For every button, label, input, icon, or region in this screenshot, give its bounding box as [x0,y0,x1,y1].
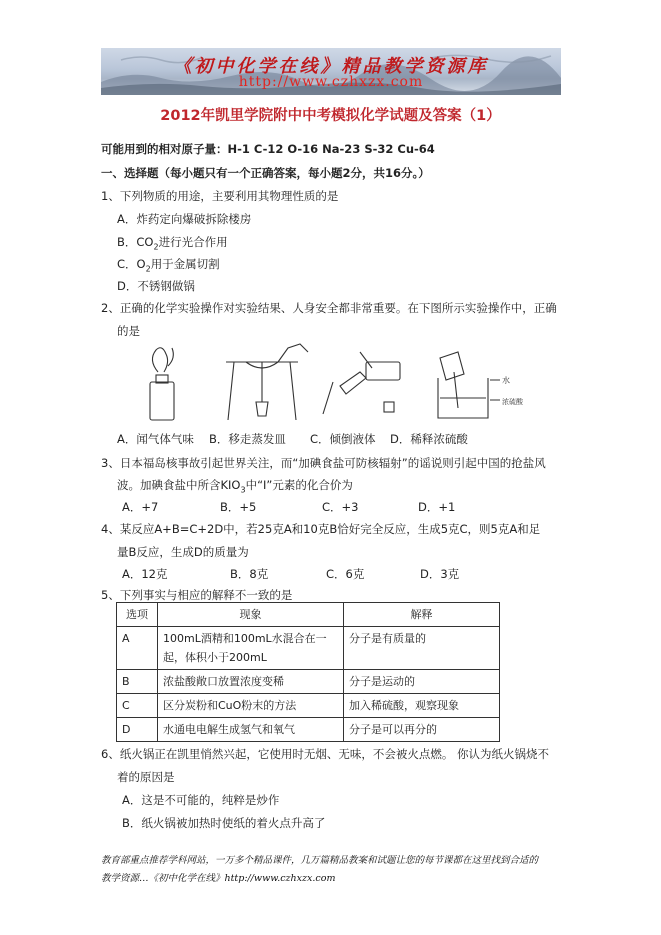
q1-option-a: A．炸药定向爆破拆除楼房 [117,212,252,226]
q4-stem-line2: 量B反应，生成D的质量为 [117,545,249,559]
cell-option: A [117,627,158,670]
q6-stem-line2: 着的原因是 [117,770,175,784]
q2-option-c: C．倾倒液体 [310,432,376,446]
cell-explanation: 分子是有质量的 [344,627,500,670]
table-row [117,694,500,718]
q6-option-a: A．这是不可能的，纯粹是炒作 [122,793,280,807]
q2-experiment-figures [128,342,528,424]
cell-explanation: 分子是运动的 [344,670,500,694]
label-water: 水 [502,376,510,385]
header-explanation: 解释 [344,603,500,627]
q1-option-b: B．$CO_2$进行光合作用 [117,235,228,252]
table-row [117,627,500,670]
q2-stem-line1: 2、正确的化学实验操作对实验结果、人身安全都非常重要。在下图所示实验操作中，正确 [101,301,557,315]
cell-phenomenon: 水通电电解生成氢气和氧气 [158,718,344,742]
q3-option-c: C．+3 [322,500,359,514]
q1-option-c: C．$O_2$用于金属切割 [117,257,220,274]
cell-explanation: 加入稀硫酸，观察现象 [344,694,500,718]
q2-option-a: A．闻气体气味 [117,432,194,446]
table-row [117,670,500,694]
cell-option: C [117,694,158,718]
footer-line1: 教育部重点推荐学科网站，一万多个精品课件，几万篇精品教案和试题让您的每节课都在这里找到合适的 [101,855,539,866]
q1-stem: 1、下列物质的用途，主要利用其物理性质的是 [101,189,339,203]
cell-phenomenon: 100mL酒精和100mL水混合在一起，体积小于200mL [158,627,344,670]
q2-option-d: D．稀释浓硫酸 [390,432,468,446]
header-option: 选项 [117,603,158,627]
site-banner [101,48,561,95]
cell-phenomenon: 浓盐酸敞口放置浓度变稀 [158,670,344,694]
table-row [117,718,500,742]
q4-stem-line1: 4、某反应A+B=C+2D中，若25克A和10克B恰好完全反应，生成5克C，则5克A和足 [101,522,541,536]
q6-stem-line1: 6、纸火锅正在凯里悄然兴起，它使用时无烟、无味，不会被火点燃。 你认为纸火锅烧不 [101,747,549,761]
atomic-masses: 可能用到的相对原子量：H-1 C-12 O-16 Na-23 S-32 Cu-64 [101,142,435,156]
figure-a-smell-gas [150,348,174,420]
q3-option-d: D．+1 [418,500,456,514]
q5-table [116,602,500,742]
q3-stem-line2: 波。加碘食盐中所含$KIO_3$中“I”元素的化合价为 [117,478,353,495]
q3-option-a: A．+7 [122,500,159,514]
document-title: 2012年凯里学院附中中考模拟化学试题及答案（1） [160,108,501,124]
figure-b-evaporating-dish [226,344,308,420]
q1-option-d: D．不锈钢做锅 [117,279,195,293]
footer-line2[interactable]: 教学资源…《初中化学在线》http://www.czhxzx.com [101,873,336,884]
figure-d-dilute-acid [438,352,500,418]
banner-title: 《初中化学在线》精品教学资源库 [173,56,489,77]
q2-stem-line2: 的是 [117,324,140,338]
q6-option-b: B．纸火锅被加热时使纸的着火点升高了 [122,816,326,830]
label-conc-acid: 浓硫酸 [502,398,523,406]
header-phenomenon: 现象 [158,603,344,627]
q4-option-c: C．6克 [326,567,365,581]
section-heading: 一、选择题（每小题只有一个正确答案，每小题2分，共16分。） [101,166,430,180]
cell-option: D [117,718,158,742]
cell-explanation: 分子是可以再分的 [344,718,500,742]
q3-stem-line1: 3、日本福岛核事故引起世界关注，而“加碘食盐可防核辐射”的谣说则引起中国的抢盐风 [101,456,546,470]
cell-option: B [117,670,158,694]
table-header-row [117,603,500,627]
q4-option-a: A．12克 [122,567,168,581]
q4-option-d: D．3克 [420,567,460,581]
q3-option-b: B．+5 [220,500,257,514]
q2-option-b: B．移走蒸发皿 [209,432,286,446]
q5-stem: 5、下列事实与相应的解释不一致的是 [101,588,293,602]
q4-option-b: B．8克 [230,567,269,581]
banner-url[interactable]: http://www.czhxzx.com [238,74,424,90]
figure-c-pour-liquid [323,352,400,414]
cell-phenomenon: 区分炭粉和CuO粉末的方法 [158,694,344,718]
